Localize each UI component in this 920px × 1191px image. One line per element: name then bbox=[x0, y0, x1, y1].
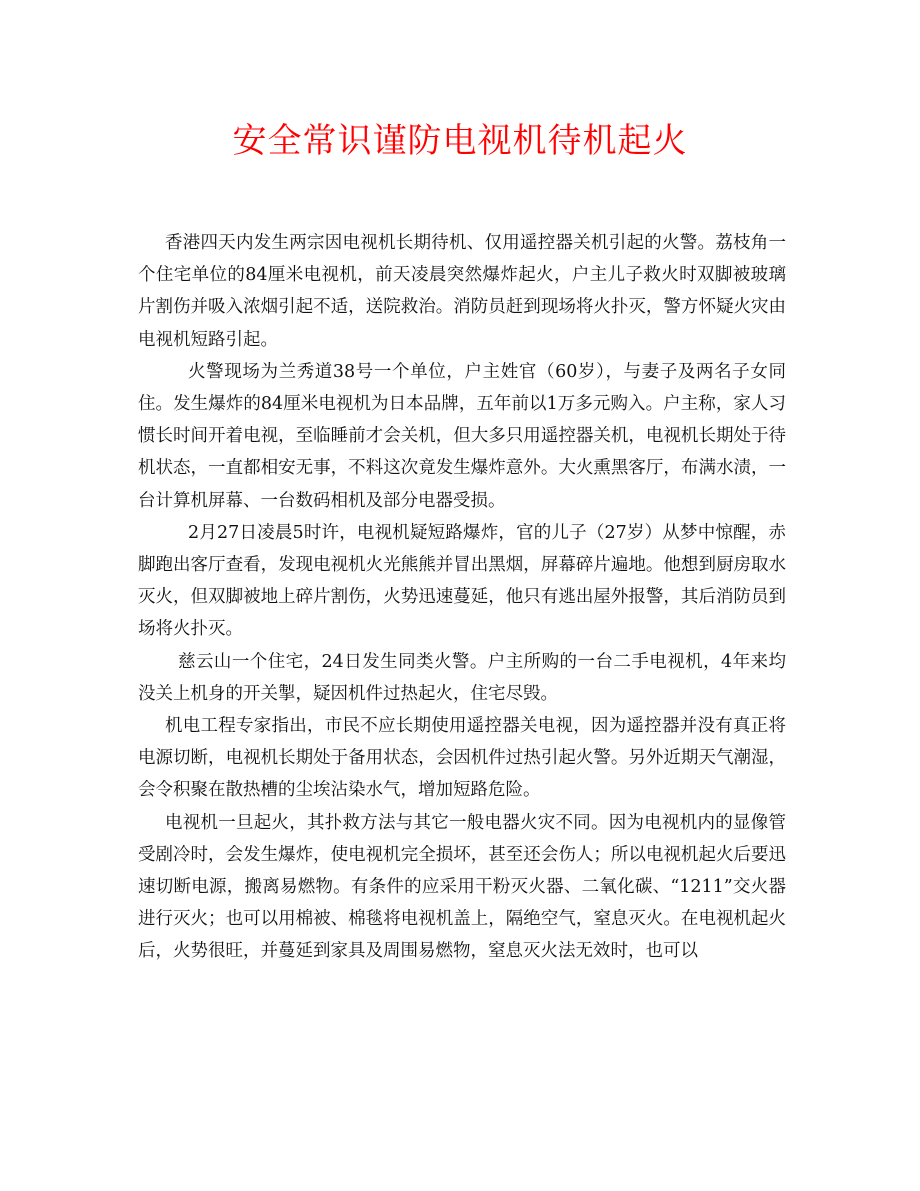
paragraph-3: 2月27日凌晨5时许，电视机疑短路爆炸，官的儿子（27岁）从梦中惊醒，赤脚跑出客厅查看，发现电视机火光熊熊并冒出黑烟，屏幕碎片遍地。他想到厨房取水灭火，但双脚被地上碎片割伤，火势迅速蔓延，他只有逃出屋外报警，其后消防员到场将火扑灭。 bbox=[138, 522, 786, 640]
paragraph-2: 火警现场为兰秀道38号一个单位，户主姓官（60岁），与妻子及两名子女同住。发生爆炸的84厘米电视机为日本品牌，五年前以1万多元购入。户主称，家人习惯长时间开着电视，至临睡前才会关机，但大多只用遥控器关机，电视机长期处于待机状态，一直都相安无事，不料这次竟发生爆炸意外。大火熏黑客厅，布满水渍，一台计算机屏幕、一台数码相机及部分电器受损。 bbox=[138, 361, 786, 511]
paragraph-5: 机电工程专家指出，市民不应长期使用遥控器关电视，因为遥控器并没有真正将电源切断，电视机长期处于备用状态，会因机件过热引起火警。另外近期天气潮湿，会令积聚在散热槽的尘埃沾染水气，增加短路危险。 bbox=[138, 716, 786, 801]
paragraph-4: 慈云山一个住宅，24日发生同类火警。户主所购的一台二手电视机，4年来均没关上机身的开关掣，疑因机件过热起火，住宅尽毁。 bbox=[138, 651, 786, 704]
document-body bbox=[138, 227, 786, 968]
paragraph-1: 香港四天内发生两宗因电视机长期待机、仅用遥控器关机引起的火警。荔枝角一个住宅单位的84厘米电视机，前天凌晨突然爆炸起火，户主儿子救火时双脚被玻璃片割伤并吸入浓烟引起不适，送院救治。消防员赶到现场将火扑灭，警方怀疑火灾由电视机短路引起。 bbox=[138, 233, 786, 350]
document-title: 安全常识谨防电视机待机起火 bbox=[232, 121, 688, 161]
paragraph-6: 电视机一旦起火，其扑救方法与其它一般电器火灾不同。因为电视机内的显像管受剧冷时，会发生爆炸，使电视机完全损坏，甚至还会伤人；所以电视机起火后要迅速切断电源，搬离易燃物。有条件的应采用干粉灭火器、二氧化碳、“1211”交火器进行灭火；也可以用棉被、棉毯将电视机盖上，隔绝空气，窒息灭火。在电视机起火后，火势很旺，并蔓延到家具及周围易燃物，窒息灭火法无效时，也可以 bbox=[138, 812, 786, 962]
